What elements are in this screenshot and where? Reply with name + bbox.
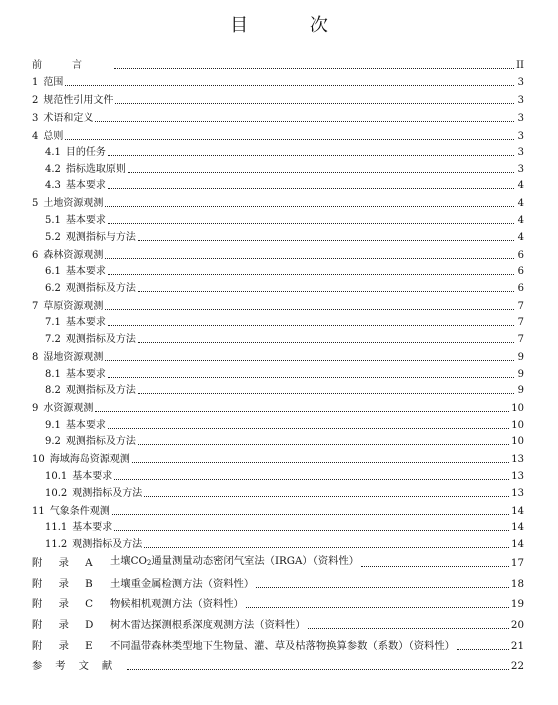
toc-entry-appendix[interactable] [32,578,524,591]
leader-dots [308,628,509,629]
toc-number: 4 [32,130,39,142]
leader-dots [256,587,509,588]
toc-label: 术语和定义 [43,112,94,124]
leader-dots [144,496,509,497]
toc-page-number: 13 [511,470,524,482]
toc-label: 土壤重金属检测方法（资料性） [110,577,255,590]
leader-dots [108,188,514,189]
appendix-prefix: 附 录 C [32,598,94,611]
toc-number: 9 [32,403,39,415]
toc-entry[interactable] [32,283,524,295]
leader-dots [108,428,509,429]
toc-entry[interactable] [32,369,524,381]
toc-number: 11 [32,505,45,517]
toc-entry[interactable] [32,164,524,176]
toc-page-number: 6 [517,282,524,294]
toc-page-number: 4 [517,198,524,210]
leader-dots [132,462,510,463]
toc-number: 7 [32,300,39,312]
leader-dots [361,566,509,567]
appendix-prefix: 附 录 D [32,619,94,632]
leader-dots [457,649,509,650]
leader-dots [138,291,514,292]
toc-page-number: 20 [510,619,524,632]
toc-label: 基本要求 [72,470,113,482]
toc-number: 10.1 [45,470,68,482]
toc-label: 湿地资源观测 [43,351,104,363]
toc-entry[interactable] [32,232,524,244]
leader-dots [65,85,514,86]
toc-label: 观测指标及方法 [65,385,136,397]
toc-label: 观测指标及方法 [65,282,136,294]
leader-dots [115,103,514,104]
toc-entry[interactable] [32,113,524,125]
toc-entry[interactable] [32,180,524,192]
toc-entry[interactable] [32,77,524,89]
toc-entry[interactable] [32,301,524,313]
toc-number: 4.2 [45,163,61,175]
toc-entry[interactable] [32,471,524,483]
toc-page-number: 3 [517,147,524,159]
toc-number: 8 [32,351,39,363]
leader-dots [105,309,514,310]
toc-number: 11.2 [45,538,68,550]
toc-label: 基本要求 [65,317,106,329]
toc-label: 观测指标及方法 [65,333,136,345]
toc-number: 5.1 [45,214,61,226]
leader-dots [114,479,509,480]
toc-entry[interactable] [32,250,524,262]
toc-page-number: 9 [517,351,524,363]
leader-dots [108,377,514,378]
leader-dots [114,68,514,69]
toc-entry-appendix[interactable] [32,619,524,632]
toc-number: 6 [32,249,39,261]
toc-number: 9.1 [45,419,61,431]
leader-dots [127,669,509,670]
toc-number: 10.2 [45,487,68,499]
toc-page-number: 18 [510,577,524,590]
toc-label: 参考文献 [32,660,126,673]
toc-page-number: 9 [517,368,524,380]
toc-entry-foreword[interactable] [32,60,524,72]
toc-label: 土壤CO2通量测量动态密闭气室法（IRGA）（资料性） [110,555,360,568]
toc-label: 草原资源观测 [43,300,104,312]
toc-number: 11.1 [45,522,68,534]
toc-label: 森林资源观测 [43,249,104,261]
toc-number: 5.2 [45,231,61,243]
leader-dots [108,223,514,224]
leader-dots [108,274,514,275]
toc-number: 4.1 [45,147,61,159]
toc-label: 不同温带森林类型地下生物量、灌、草及枯落物换算参数（系数）（资料性） [110,639,455,652]
toc-page-number: 10 [511,436,524,448]
toc-page-number: 10 [511,419,524,431]
toc-page-number: 3 [517,94,524,106]
toc-page-number: 13 [511,487,524,499]
leader-dots [128,172,514,173]
leader-dots [114,530,509,531]
toc-page-number: 3 [517,163,524,175]
toc-number: 5 [32,198,39,210]
leader-dots [108,325,514,326]
toc-page-number: 14 [511,538,524,550]
toc-label: 指标选取原则 [65,163,126,175]
toc-entry[interactable] [32,317,524,329]
appendix-prefix: 附 录 A [32,557,93,570]
toc-entry[interactable] [32,539,524,551]
toc-entry[interactable] [32,403,524,415]
toc-label: 前言 [32,60,112,71]
toc-number: 8.2 [45,385,61,397]
table-of-contents [32,60,524,681]
toc-label: 观测指标及方法 [72,487,143,499]
leader-dots [105,360,514,361]
toc-entry[interactable] [32,215,524,227]
toc-number: 6.1 [45,266,61,278]
leader-dots [138,444,509,445]
toc-label: 基本要求 [65,266,106,278]
leader-dots [138,342,514,343]
toc-page-number: 9 [517,385,524,397]
toc-page-number: 7 [517,333,524,345]
toc-entry[interactable] [32,454,524,466]
toc-page-number: 7 [517,300,524,312]
toc-entry[interactable] [32,147,524,159]
toc-label: 树木雷达探测根系深度观测方法（资料性） [110,619,306,632]
page-title: 目 次 [230,15,356,36]
toc-label: 气象条件观测 [49,505,110,517]
toc-page-number: 21 [510,639,524,652]
leader-dots [95,121,514,122]
toc-entry[interactable] [32,506,524,518]
toc-page-number: 17 [510,557,524,570]
toc-page-number: 4 [517,231,524,243]
toc-number: 4.3 [45,180,61,192]
toc-entry[interactable] [32,385,524,397]
appendix-prefix: 附 录 E [32,639,93,652]
toc-entry[interactable] [32,436,524,448]
toc-page-number: 14 [511,522,524,534]
toc-entry[interactable] [32,198,524,210]
toc-page-number: 13 [511,454,524,466]
toc-appendices [32,555,524,652]
leader-dots [108,155,514,156]
toc-page-number: 6 [517,249,524,261]
leader-dots [246,607,509,608]
toc-label: 规范性引用文件 [43,94,114,106]
toc-label: 目的任务 [65,147,106,159]
toc-entry[interactable] [32,488,524,500]
toc-label: 基本要求 [65,419,106,431]
toc-number: 6.2 [45,282,61,294]
toc-entry[interactable] [32,266,524,278]
toc-label: 观测指标及方法 [72,538,143,550]
toc-label: 基本要求 [65,368,106,380]
toc-page-number: 3 [517,76,524,88]
leader-dots [138,240,514,241]
toc-items [32,77,524,551]
toc-page-number: 7 [517,317,524,329]
toc-page-number: 10 [511,403,524,415]
leader-dots [138,393,514,394]
toc-label: 海域海岛资源观测 [49,454,130,466]
leader-dots [105,258,514,259]
toc-label: 范围 [43,76,64,88]
toc-page-number: 6 [517,266,524,278]
toc-entry-appendix[interactable] [32,555,524,570]
leader-dots [95,411,509,412]
toc-label: 基本要求 [72,522,113,534]
toc-entry[interactable] [32,334,524,346]
toc-page-number: 19 [510,598,524,611]
appendix-prefix: 附 录 B [32,577,93,590]
toc-page-number: 22 [510,660,524,673]
toc-label: 土地资源观测 [43,198,104,210]
toc-entry-references[interactable] [32,660,524,673]
toc-entry[interactable] [32,95,524,107]
leader-dots [112,514,510,515]
toc-number: 8.1 [45,368,61,380]
leader-dots [65,139,514,140]
toc-label: 基本要求 [65,180,106,192]
toc-label: 总则 [43,130,64,142]
toc-label: 基本要求 [65,214,106,226]
toc-page-number: 4 [517,180,524,192]
toc-number: 9.2 [45,436,61,448]
toc-page-number: II [516,60,524,71]
leader-dots [144,547,509,548]
toc-entry[interactable] [32,420,524,432]
toc-label: 水资源观测 [43,403,94,415]
toc-label: 观测指标与方法 [65,231,136,243]
toc-page-number: 4 [517,214,524,226]
toc-number: 7.1 [45,317,61,329]
toc-entry[interactable] [32,352,524,364]
toc-entry[interactable] [32,522,524,534]
toc-label: 物候相机观测方法（资料性） [110,598,244,611]
toc-entry[interactable] [32,131,524,143]
toc-page-number: 3 [517,130,524,142]
toc-number: 2 [32,94,39,106]
toc-number: 3 [32,112,39,124]
toc-number: 1 [32,76,39,88]
toc-number: 7.2 [45,333,61,345]
toc-entry-appendix[interactable] [32,640,524,653]
toc-page-number: 3 [517,112,524,124]
toc-label: 观测指标及方法 [65,436,136,448]
leader-dots [105,206,514,207]
toc-number: 10 [32,454,45,466]
toc-entry-appendix[interactable] [32,598,524,611]
toc-page-number: 14 [511,505,524,517]
